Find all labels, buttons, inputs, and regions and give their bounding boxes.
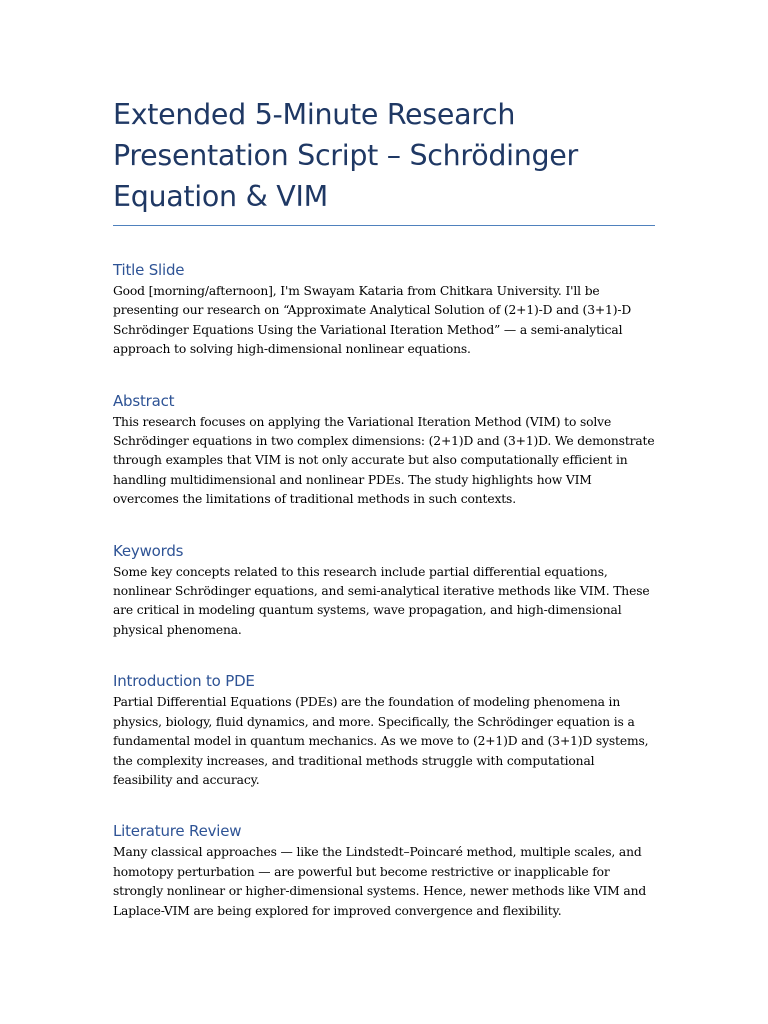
section-keywords bbox=[113, 541, 655, 641]
title-divider bbox=[113, 225, 655, 226]
section-heading: Keywords bbox=[113, 541, 184, 560]
section-introduction-to-pde bbox=[113, 671, 655, 790]
section-heading: Abstract bbox=[113, 391, 175, 410]
section-body: Some key concepts related to this research include partial differential equations, nonlinear Schrödinger equations, and semi-analytical iterative methods like VIM. These are critical in modeling quantum systems, wave propagation, and high-dimensional physical phenomena. bbox=[113, 564, 650, 637]
document-title: Extended 5-Minute Research Presentation Script – Schrödinger Equation & VIM bbox=[113, 98, 578, 213]
section-body: Partial Differential Equations (PDEs) are the foundation of modeling phenomena in physics, biology, fluid dynamics, and more. Specifically, the Schrödinger equation is a fundamental model in quantum mechanics. As we move to (2+1)D and (3+1)D systems, the complexity increases, and traditional methods struggle with computational feasibility and accuracy. bbox=[113, 695, 649, 787]
section-heading: Title Slide bbox=[113, 261, 185, 279]
section-body: Good [morning/afternoon], I'm Swayam Kataria from Chitkara University. I'll be presenting our research on “Approximate Analytical Solution of (2+1)-D and (3+1)-D Schrödinger Equations Using the Variational Iteration Method” — a semi-analytical approach to solving high-dimensional nonlinear equations. bbox=[113, 284, 632, 357]
document-page bbox=[113, 94, 655, 921]
section-literature-review bbox=[113, 821, 655, 921]
section-body: This research focuses on applying the Variational Iteration Method (VIM) to solve Schrödinger equations in two complex dimensions: (2+1)D and (3+1)D. We demonstrate through examples that VIM is not only accurate but also computationally efficient in handling multidimensional and nonlinear PDEs. The study highlights how VIM overcomes the limitations of traditional methods in such contexts. bbox=[113, 414, 655, 507]
section-abstract bbox=[113, 391, 655, 510]
section-heading: Introduction to PDE bbox=[113, 672, 255, 691]
section-body: Many classical approaches — like the Lindstedt–Poincaré method, multiple scales, and homotopy perturbation — are powerful but become restrictive or inapplicable for strongly nonlinear or higher-dimensional systems. Hence, newer methods like VIM and Laplace-VIM are being explored for improved convergence and flexibility. bbox=[113, 845, 647, 918]
section-title-slide bbox=[113, 260, 655, 360]
section-heading: Literature Review bbox=[113, 822, 242, 841]
